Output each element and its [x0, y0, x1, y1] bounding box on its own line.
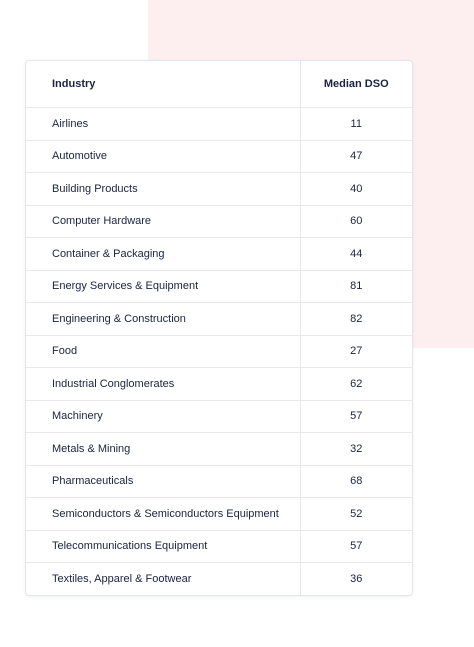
dso-cell: 36 [350, 572, 363, 585]
industry-cell: Computer Hardware [26, 205, 300, 238]
table-row [26, 270, 412, 303]
table-row [26, 238, 412, 271]
table-row [26, 205, 412, 238]
table-row [26, 465, 412, 498]
dso-cell: 32 [300, 433, 412, 466]
industry-cell: Textiles, Apparel & Footwear [26, 563, 300, 595]
table-header [26, 61, 412, 108]
dso-cell: 52 [300, 498, 412, 531]
industry-column-header: Industry [26, 61, 300, 108]
industry-cell: Engineering & Construction [26, 303, 300, 336]
dso-cell: 40 [300, 173, 412, 206]
table-row [26, 303, 412, 336]
table-row [26, 108, 412, 141]
table-row [26, 335, 412, 368]
dso-cell: 27 [300, 335, 412, 368]
industry-cell: Automotive [26, 140, 300, 173]
dso-cell: 62 [300, 368, 412, 401]
table-row [26, 368, 412, 401]
industry-cell: Industrial Conglomerates [26, 368, 300, 401]
header-row [26, 61, 412, 108]
dso-cell: 11 [300, 108, 412, 141]
industry-cell: Airlines [26, 108, 300, 141]
dso-cell: 57 [300, 530, 412, 563]
table-row [26, 433, 412, 466]
dso-cell: 57 [300, 400, 412, 433]
dso-cell: 68 [300, 465, 412, 498]
table-row [26, 140, 412, 173]
dso-table [26, 61, 412, 595]
industry-cell: Metals & Mining [26, 433, 300, 466]
dso-cell: 47 [300, 140, 412, 173]
industry-cell: Building Products [26, 173, 300, 206]
table-row [26, 530, 412, 563]
dso-cell: 60 [300, 205, 412, 238]
dso-cell: 81 [300, 270, 412, 303]
dso-table-card [25, 60, 413, 596]
industry-cell: Container & Packaging [26, 238, 300, 271]
table-row [26, 498, 412, 531]
median-dso-column-header: Median DSO [300, 61, 412, 108]
table-row [26, 400, 412, 433]
industry-cell: Semiconductors & Semiconductors Equipment [26, 498, 300, 531]
industry-cell: Pharmaceuticals [26, 465, 300, 498]
industry-cell: Telecommunications Equipment [26, 530, 300, 563]
dso-cell: 44 [300, 238, 412, 271]
dso-cell: 82 [300, 303, 412, 336]
table-row [26, 173, 412, 206]
industry-cell: Energy Services & Equipment [26, 270, 300, 303]
table-row [26, 563, 412, 595]
industry-cell: Machinery [26, 400, 300, 433]
industry-cell: Food [26, 335, 300, 368]
table-body [26, 108, 412, 595]
